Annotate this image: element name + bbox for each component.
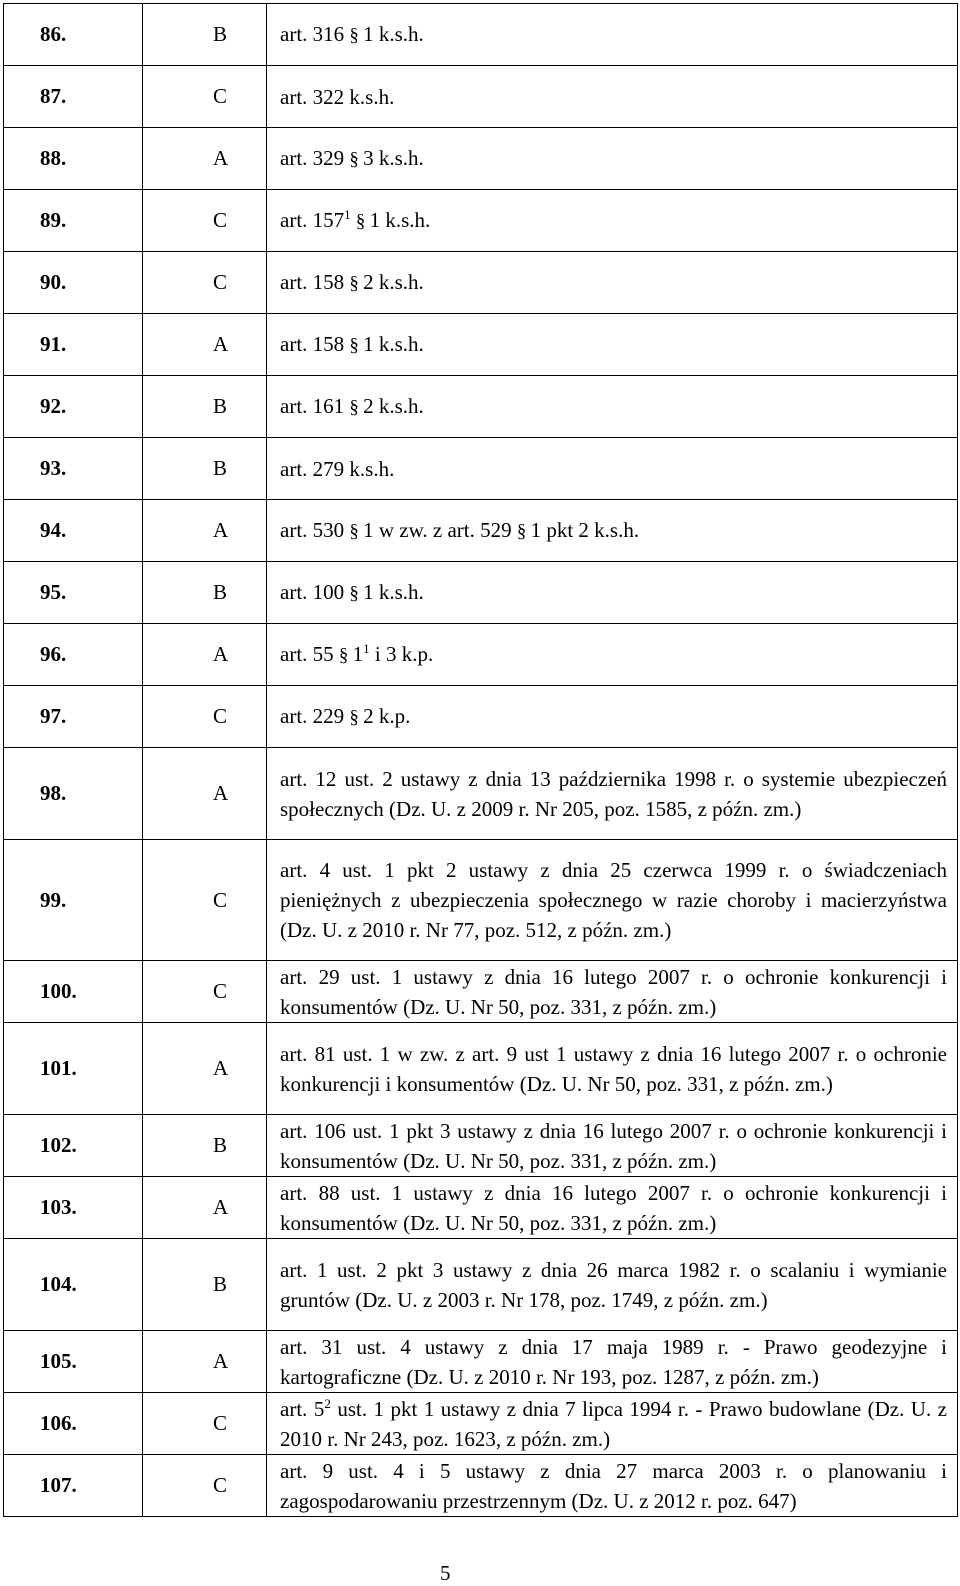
legal-basis [267,1023,958,1115]
legal-basis [267,748,958,840]
basis-text: 1 pkt 2 k.s.h. [525,517,640,542]
question-number: 98. [4,748,143,840]
legal-basis [267,624,958,686]
basis-text: 3 k.s.h. [357,145,424,170]
basis-text: art. 279 k.s.h. [280,456,395,481]
legal-basis [267,314,958,376]
basis-text: 2 k.s.h. [357,269,424,294]
page-number: 5 [440,1561,451,1585]
legal-basis [267,1177,958,1239]
legal-basis [267,961,958,1023]
question-number: 89. [4,190,143,252]
table-row [4,376,958,438]
answers-table-body [4,4,958,1517]
table-row [4,252,958,314]
question-number: 86. [4,4,143,66]
question-number: 92. [4,376,143,438]
legal-basis [267,1239,958,1331]
section-sign: § [516,520,526,542]
basis-text: 1 k.s.h. [364,207,431,232]
superscript: 1 [363,640,370,656]
question-number: 95. [4,562,143,624]
basis-text: art. 12 ust. 2 ustawy z dnia 13 października 1998 r. o systemie ubezpieczeń społecznych (Dz. U. z 2009 r. Nr 205, poz. 1585, z późn. zm.) [280,766,947,821]
section-sign: § [349,582,358,604]
table-row [4,961,958,1023]
section-sign: § [349,520,358,542]
basis-text: art. 31 ust. 4 ustawy z dnia 17 maja 1989 r. - Prawo geodezyjne i kartograficzne (Dz. U. z 2010 r. Nr 193, poz. 1287, z późn. zm.) [280,1334,947,1389]
table-row [4,686,958,748]
basis-text: art. 316 [280,21,350,46]
table-row [4,128,958,190]
table-row [4,1115,958,1177]
legal-basis [267,562,958,624]
table-row [4,748,958,840]
answer-letter: C [143,66,267,128]
answer-letter: A [143,1177,267,1239]
answer-letter: B [143,562,267,624]
question-number: 101. [4,1023,143,1115]
basis-text: 1 w zw. z art. 529 [357,517,517,542]
answer-letter: A [143,314,267,376]
basis-text: art. 1 ust. 2 pkt 3 ustawy z dnia 26 marca 1982 r. o scalaniu i wymianie gruntów (Dz. U. z 2003 r. Nr 178, poz. 1749, z późn. zm.) [280,1257,947,1312]
basis-text: art. 9 ust. 4 i 5 ustawy z dnia 27 marca 2003 r. o planowaniu i zagospodarowaniu przestrzennym (Dz. U. z 2012 r. poz. 647) [280,1458,947,1513]
section-sign: § [355,210,365,232]
basis-text: 2 k.s.h. [357,393,424,418]
basis-text: art. 81 ust. 1 w zw. z art. 9 ust 1 ustawy z dnia 16 lutego 2007 r. o ochronie konkurencji i konsumentów (Dz. U. Nr 50, poz. 331, z późn. zm.) [280,1041,947,1096]
table-row [4,562,958,624]
question-number: 104. [4,1239,143,1331]
basis-text: 1 k.s.h. [357,331,424,356]
basis-text: art. 29 ust. 1 ustawy z dnia 16 lutego 2007 r. o ochronie konkurencji i konsumentów (Dz. U. Nr 50, poz. 331, z późn. zm.) [280,964,947,1019]
answer-letter: C [143,840,267,961]
legal-basis [267,438,958,500]
answer-letter: A [143,748,267,840]
legal-basis [267,1331,958,1393]
answer-letter: A [143,1023,267,1115]
answers-table [3,3,958,1517]
section-sign: § [349,396,358,418]
basis-text: art. 530 [280,517,350,542]
legal-basis [267,376,958,438]
answer-letter: A [143,128,267,190]
legal-basis [267,252,958,314]
section-sign: § [349,272,358,294]
table-row [4,190,958,252]
basis-text: art. 229 [280,703,350,728]
basis-text: art. 5 [280,1396,325,1421]
question-number: 88. [4,128,143,190]
section-sign: § [338,644,348,666]
question-number: 107. [4,1455,143,1517]
question-number: 97. [4,686,143,748]
answer-letter: C [143,1393,267,1455]
question-number: 90. [4,252,143,314]
table-row [4,438,958,500]
legal-basis [267,1115,958,1177]
basis-text: art. 158 [280,269,350,294]
legal-basis [267,190,958,252]
table-row [4,1023,958,1115]
legal-basis [267,686,958,748]
question-number: 106. [4,1393,143,1455]
basis-text: 1 k.s.h. [357,21,424,46]
table-row [4,1393,958,1455]
question-number: 102. [4,1115,143,1177]
basis-text: art. 88 ust. 1 ustawy z dnia 16 lutego 2007 r. o ochronie konkurencji i konsumentów (Dz. U. Nr 50, poz. 331, z późn. zm.) [280,1180,947,1235]
answer-letter: B [143,4,267,66]
table-row [4,314,958,376]
basis-text: art. 106 ust. 1 pkt 3 ustawy z dnia 16 lutego 2007 r. o ochronie konkurencji i konsumentów (Dz. U. Nr 50, poz. 331, z późn. zm.) [280,1118,947,1173]
answer-letter: A [143,500,267,562]
legal-basis [267,1393,958,1455]
answer-letter: B [143,438,267,500]
table-row [4,66,958,128]
question-number: 93. [4,438,143,500]
legal-basis [267,500,958,562]
question-number: 91. [4,314,143,376]
table-row [4,1239,958,1331]
legal-basis [267,128,958,190]
table-row [4,1177,958,1239]
basis-text: 1 [347,641,364,666]
section-sign: § [349,148,358,170]
answer-letter: B [143,1239,267,1331]
superscript: 2 [324,1395,331,1411]
table-row [4,624,958,686]
basis-text: ust. 1 pkt 1 ustawy z dnia 7 lipca 1994 r. - Prawo budowlane (Dz. U. z 2010 r. Nr 243, poz. 1623, z późn. zm.) [280,1396,947,1451]
table-row [4,1331,958,1393]
question-number: 103. [4,1177,143,1239]
basis-text: art. 100 [280,579,350,604]
basis-text: i 3 k.p. [369,641,434,666]
basis-text: art. 158 [280,331,350,356]
section-sign: § [349,706,358,728]
legal-basis [267,840,958,961]
basis-text: 1 k.s.h. [357,579,424,604]
table-row [4,840,958,961]
table-row [4,4,958,66]
table-row [4,1455,958,1517]
answer-letter: B [143,1115,267,1177]
answer-letter: B [143,376,267,438]
question-number: 94. [4,500,143,562]
question-number: 96. [4,624,143,686]
answer-letter: A [143,1331,267,1393]
section-sign: § [349,24,358,46]
answer-letter: C [143,252,267,314]
basis-text: art. 161 [280,393,350,418]
question-number: 99. [4,840,143,961]
legal-basis [267,4,958,66]
basis-text: 2 k.p. [357,703,411,728]
superscript: 1 [344,206,351,222]
table-row [4,500,958,562]
answer-letter: C [143,961,267,1023]
answer-letter: C [143,1455,267,1517]
basis-text: art. 329 [280,145,350,170]
legal-basis [267,1455,958,1517]
question-number: 105. [4,1331,143,1393]
legal-basis [267,66,958,128]
answer-letter: C [143,190,267,252]
basis-text: art. 4 ust. 1 pkt 2 ustawy z dnia 25 czerwca 1999 r. o świadczeniach pieniężnych z ubezpieczenia społecznego w razie choroby i macierzyństwa (Dz. U. z 2010 r. Nr 77, poz. 512, z późn. zm.) [280,858,947,942]
question-number: 87. [4,66,143,128]
basis-text: art. 55 [280,641,339,666]
section-sign: § [349,334,358,356]
basis-text: art. 322 k.s.h. [280,84,395,109]
answer-letter: C [143,686,267,748]
question-number: 100. [4,961,143,1023]
basis-text: art. 157 [280,207,345,232]
answer-letter: A [143,624,267,686]
